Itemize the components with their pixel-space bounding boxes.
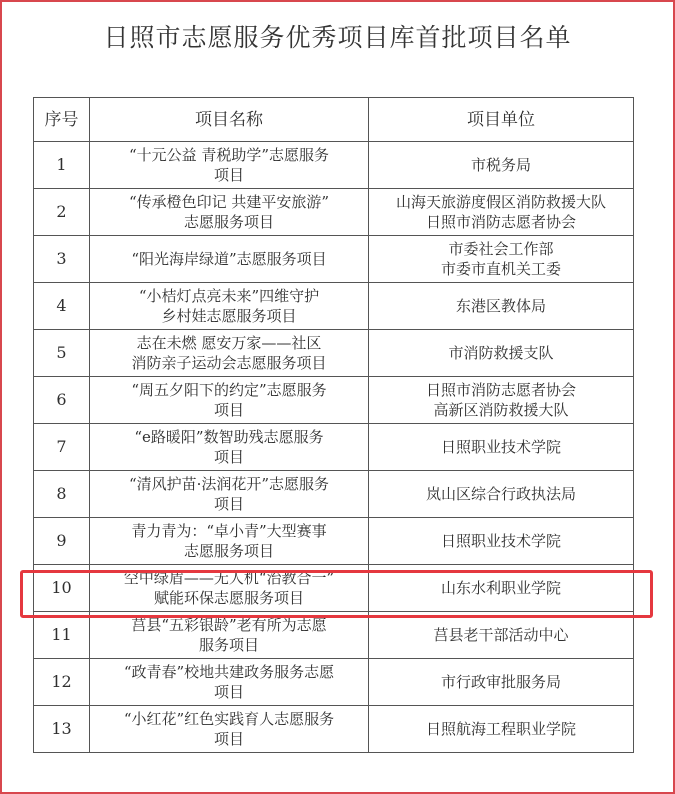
project-name-line: 项目 [213,495,244,513]
project-table [33,97,634,753]
project-unit-line: 市委市直机关工委 [440,260,561,278]
project-name-line: “小红花”红色实践育人志愿服务 [123,710,335,728]
project-name-cell [90,706,369,753]
project-unit-cell [369,706,634,753]
row-number: 9 [34,518,90,565]
project-unit-line: 高新区消防救援大队 [433,401,569,419]
project-name-cell [90,565,369,612]
project-name-line: 乡村娃志愿服务项目 [161,307,297,325]
project-name-cell [90,518,369,565]
row-number: 7 [34,424,90,471]
project-unit-line: 市行政审批服务局 [440,673,561,691]
project-unit-line: 山海天旅游度假区消防救援大队 [395,193,606,211]
project-name-line: 项目 [213,730,244,748]
project-name-line: 志愿服务项目 [183,213,274,231]
table-row [34,377,634,424]
table-row [34,142,634,189]
project-name-line: 莒县“五彩银龄”老有所为志愿 [131,616,327,634]
project-unit-line: 东港区教体局 [455,297,546,315]
project-unit-line: 日照市消防志愿者协会 [425,213,576,231]
project-name-line: 项目 [213,166,244,184]
project-name-line: “十元公益 青税助学”志愿服务 [128,146,330,164]
project-name-line: 赋能环保志愿服务项目 [153,589,304,607]
header-project-name: 项目名称 [90,98,369,142]
project-unit-cell [369,283,634,330]
row-number: 3 [34,236,90,283]
row-number: 11 [34,612,90,659]
row-number: 2 [34,189,90,236]
row-number: 6 [34,377,90,424]
project-name-cell [90,283,369,330]
project-unit-line: 岚山区综合行政执法局 [425,485,576,503]
project-unit-line: 市税务局 [470,156,531,174]
project-name-cell [90,189,369,236]
project-name-cell [90,471,369,518]
project-name-cell [90,424,369,471]
project-name-cell [90,612,369,659]
project-name-line: 青力青为：“卓小青”大型赛事 [131,522,327,540]
project-unit-cell [369,612,634,659]
row-number: 12 [34,659,90,706]
table-row [34,706,634,753]
project-unit-line: 市委社会工作部 [448,240,554,258]
table-row [34,518,634,565]
table-row [34,471,634,518]
project-name-line: “政青春”校地共建政务服务志愿 [123,663,335,681]
table-row [34,283,634,330]
page-title: 日照市志愿服务优秀项目库首批项目名单 [103,23,572,52]
project-unit-cell [369,377,634,424]
project-name-line: 志愿服务项目 [183,542,274,560]
table-row [34,189,634,236]
project-name-line: “传承橙色印记 共建平安旅游” [128,193,330,211]
project-unit-cell [369,142,634,189]
header-project-unit: 项目单位 [369,98,634,142]
project-name-line: 志在未燃 愿安万家——社区 [136,334,322,352]
project-name-cell [90,659,369,706]
project-name-line: 项目 [213,683,244,701]
project-unit-cell [369,565,634,612]
project-unit-cell [369,189,634,236]
project-name-cell [90,142,369,189]
project-unit-line: 山东水利职业学院 [440,579,561,597]
table-row [34,612,634,659]
table-row [34,565,634,612]
project-name-cell [90,236,369,283]
row-number: 5 [34,330,90,377]
project-unit-cell [369,330,634,377]
project-name-line: “周五夕阳下的约定”志愿服务 [131,381,327,399]
project-name-cell [90,377,369,424]
project-name-line: 消防亲子运动会志愿服务项目 [131,354,327,372]
table-row [34,236,634,283]
table-row [34,330,634,377]
project-name-line: “清风护苗·法润花开”志愿服务 [128,475,330,493]
project-unit-cell [369,424,634,471]
project-name-line: 项目 [213,448,244,466]
project-unit-line: 莒县老干部活动中心 [433,626,569,644]
row-number: 8 [34,471,90,518]
project-unit-cell [369,659,634,706]
project-name-line: 空中绿盾——无人机“治教合一” [123,569,335,587]
project-name-line: “阳光海岸绿道”志愿服务项目 [131,250,327,268]
project-name-line: “小桔灯点亮未来”四维守护 [138,287,320,305]
project-name-line: “e路暖阳”数智助残志愿服务 [134,428,324,446]
project-unit-cell [369,471,634,518]
project-unit-line: 日照市消防志愿者协会 [425,381,576,399]
row-number: 1 [34,142,90,189]
project-name-line: 服务项目 [198,636,259,654]
row-number: 13 [34,706,90,753]
project-unit-line: 市消防救援支队 [448,344,554,362]
project-name-line: 项目 [213,401,244,419]
project-unit-cell [369,236,634,283]
row-number: 10 [34,565,90,612]
table-header-row [34,98,634,142]
table-row [34,659,634,706]
project-unit-line: 日照职业技术学院 [440,532,561,550]
project-unit-line: 日照职业技术学院 [440,438,561,456]
project-unit-line: 日照航海工程职业学院 [425,720,576,738]
project-unit-cell [369,518,634,565]
header-number: 序号 [34,98,90,142]
table-row [34,424,634,471]
row-number: 4 [34,283,90,330]
project-name-cell [90,330,369,377]
